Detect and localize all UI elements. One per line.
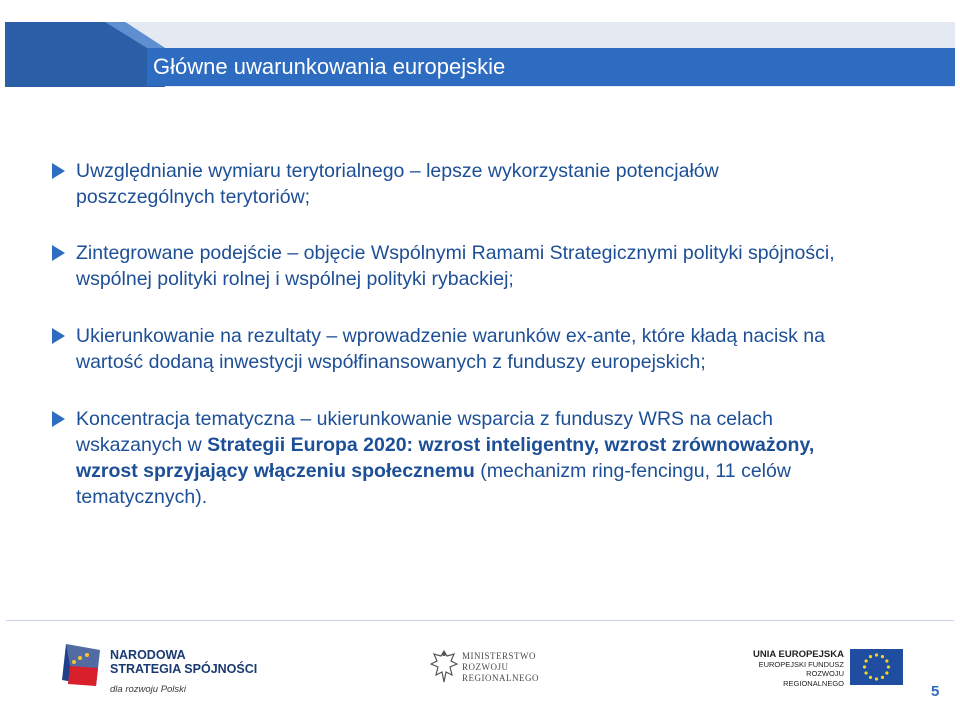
bullet-text: Zintegrowane podejście – objęcie Wspólnymi Ramami Strategicznymi polityki spójności, wspólnej polityki rolnej i wspólnej polityki rybackiej; (76, 242, 835, 290)
bullet-arrow-icon (52, 328, 65, 344)
page-number: 5 (931, 683, 940, 700)
header-wedge (5, 22, 165, 87)
bullet-arrow-icon (52, 411, 65, 427)
eu-flag-icon (850, 649, 903, 685)
bullet-arrow-icon (52, 245, 65, 261)
bullet-text: Uwzględnianie wymiaru terytorialnego – lepsze wykorzystanie potencjałów poszczególnych terytoriów; (76, 160, 719, 208)
mrr-logo: MINISTERSTWO ROZWOJU REGIONALNEGO (430, 648, 560, 688)
slide-title: Główne uwarunkowania europejskie (153, 54, 506, 79)
bullet-text: Ukierunkowanie na rezultaty – wprowadzenie warunków ex-ante, które kładą nacisk na wartość dodaną inwestycji współfinansowanych z funduszy europejskich; (76, 325, 825, 373)
nss-flag-icon (60, 640, 104, 690)
slide-title-bar (147, 48, 955, 86)
footer-divider (6, 620, 954, 621)
eagle-icon (430, 648, 458, 686)
bullet-text: Koncentracja tematyczna – ukierunkowanie wsparcia z funduszy WRS na celach wskazanych w Strategii Europa 2020: wzrost inteligentny, wzrost zrównoważony, wzrost sprzyjający włączeniu społecznemu (mechanizm ring-fencingu, 11 celów tematycznych). (76, 408, 815, 508)
bullet-arrow-icon (52, 163, 65, 179)
eu-fund-label: UNIA EUROPEJSKA EUROPEJSKI FUNDUSZ ROZWOJU REGIONALNEGO (753, 649, 844, 688)
nss-logo: NARODOWA STRATEGIA SPÓJNOŚCI dla rozwoju Polski (60, 640, 270, 700)
